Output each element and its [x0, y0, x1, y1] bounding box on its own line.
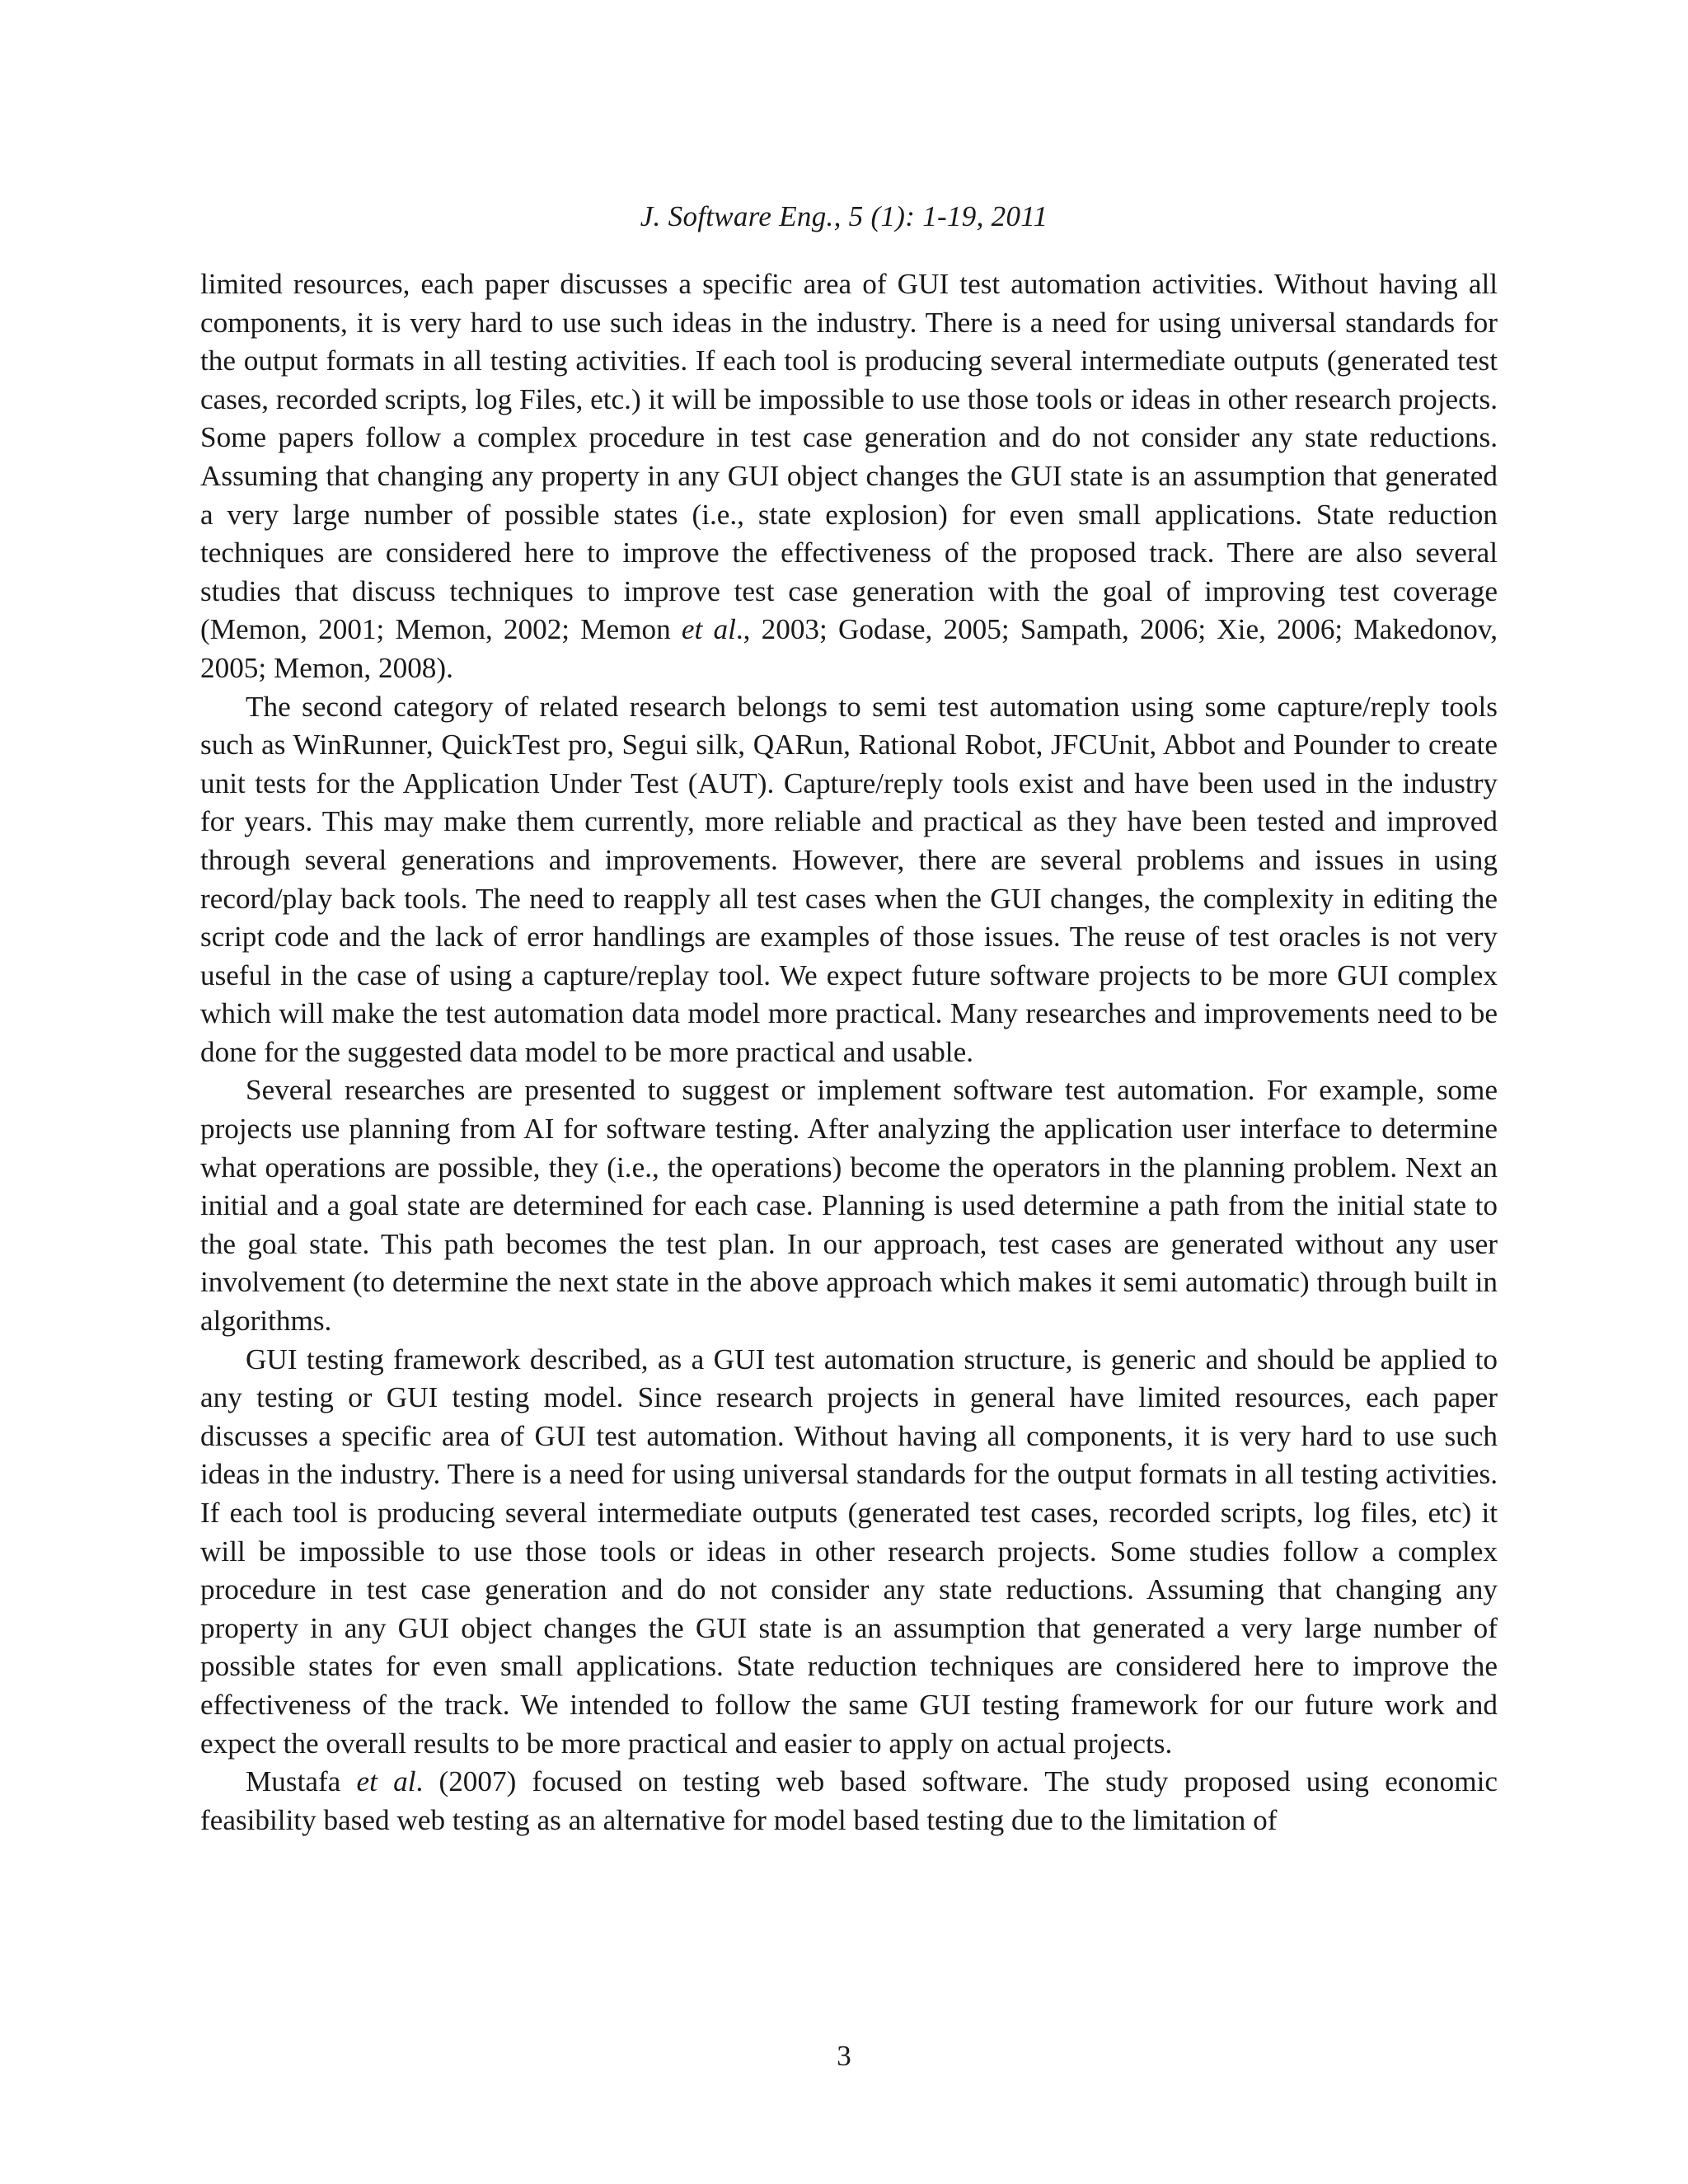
body-text [200, 265, 1498, 1840]
page-number: 3 [837, 2040, 851, 2072]
paragraph-ai-planning: Several researches are presented to suggest or implement software test automation. For example, some projects use planning from AI for software testing. After analyzing the application user interface to determine what operations are possible, they (i.e., the operations) become the operators in the planning problem. Next an initial and a goal state are determined for each case. Planning is used determine a path from the initial state to the goal state. This path becomes the test plan. In our approach, test cases are generated without any user involvement (to determine the next state in the above approach which makes it semi automatic) through built in algorithms. [200, 1074, 1498, 1338]
citation-et-al: et al [681, 613, 736, 646]
paragraph-text: . (2007) focused on testing web based software. The study proposed using economic feasibility based web testing as an alternative for model based testing due to the limitation of [200, 1765, 1498, 1836]
paragraph-capture-reply-tools: The second category of related research belongs to semi test automation using some capture/reply tools such as WinRunner, QuickTest pro, Segui silk, QARun, Rational Robot, JFCUnit, Abbot and Pounder to create unit tests for the Application Under Test (AUT). Capture/reply tools exist and have been used in the industry for years. This may make them currently, more reliable and practical as they have been tested and improved through several generations and improvements. However, there are several problems and issues in using record/play back tools. The need to reapply all test cases when the GUI changes, the complexity in editing the script code and the lack of error handlings are examples of those issues. The reuse of test oracles is not very useful in the case of using a capture/replay tool. We expect future software projects to be more GUI complex which will make the test automation data model more practical. Many researches and improvements need to be done for the suggested data model to be more practical and usable. [200, 690, 1498, 1068]
paragraph-text: limited resources, each paper discusses a specific area of GUI test automation activities. Without having all components, it is very hard to use such ideas in the industry. There is a need for using universal standards for the output formats in all testing activities. If each tool is producing several intermediate outputs (generated test cases, recorded scripts, log Files, etc.) it will be impossible to use those tools or ideas in other research projects. Some papers follow a complex procedure in test case generation and do not consider any state reductions. Assuming that changing any property in any GUI object changes the GUI state is an assumption that generated a very large number of possible states (i.e., state explosion) for even small applications. State reduction techniques are considered here to improve the effectiveness of the proposed track. There are also several studies that discuss techniques to improve test case generation with the goal of improving test coverage (Memon, 2001; Memon, 2002; Memon [200, 268, 1498, 646]
running-header: J. Software Eng., 5 (1): 1-19, 2011 [640, 200, 1048, 232]
paragraph-continued [200, 265, 1498, 688]
paragraph-gui-testing-framework: GUI testing framework described, as a GUI test automation structure, is generic and should be applied to any testing or GUI testing model. Since research projects in general have limited resources, each paper discusses a specific area of GUI test automation. Without having all components, it is very hard to use such ideas in the industry. There is a need for using universal standards for the output formats in all testing activities. If each tool is producing several intermediate outputs (generated test cases, recorded scripts, log files, etc) it will be impossible to use those tools or ideas in other research projects. Some studies follow a complex procedure in test case generation and do not consider any state reductions. Assuming that changing any property in any GUI object changes the GUI state is an assumption that generated a very large number of possible states for even small applications. State reduction techniques are considered here to improve the effectiveness of the track. We intended to follow the same GUI testing framework for our future work and expect the overall results to be more practical and easier to apply on actual projects. [200, 1343, 1498, 1760]
paragraph-text: Mustafa [246, 1765, 357, 1798]
citation-et-al: et al [356, 1765, 416, 1798]
paragraph-web-testing [200, 1763, 1498, 1840]
paragraph-text: ., 2003; Godase, 2005; Sampath, 2006; Xie, 2006; Makedonov, 2005; Memon, 2008). [200, 613, 1498, 684]
